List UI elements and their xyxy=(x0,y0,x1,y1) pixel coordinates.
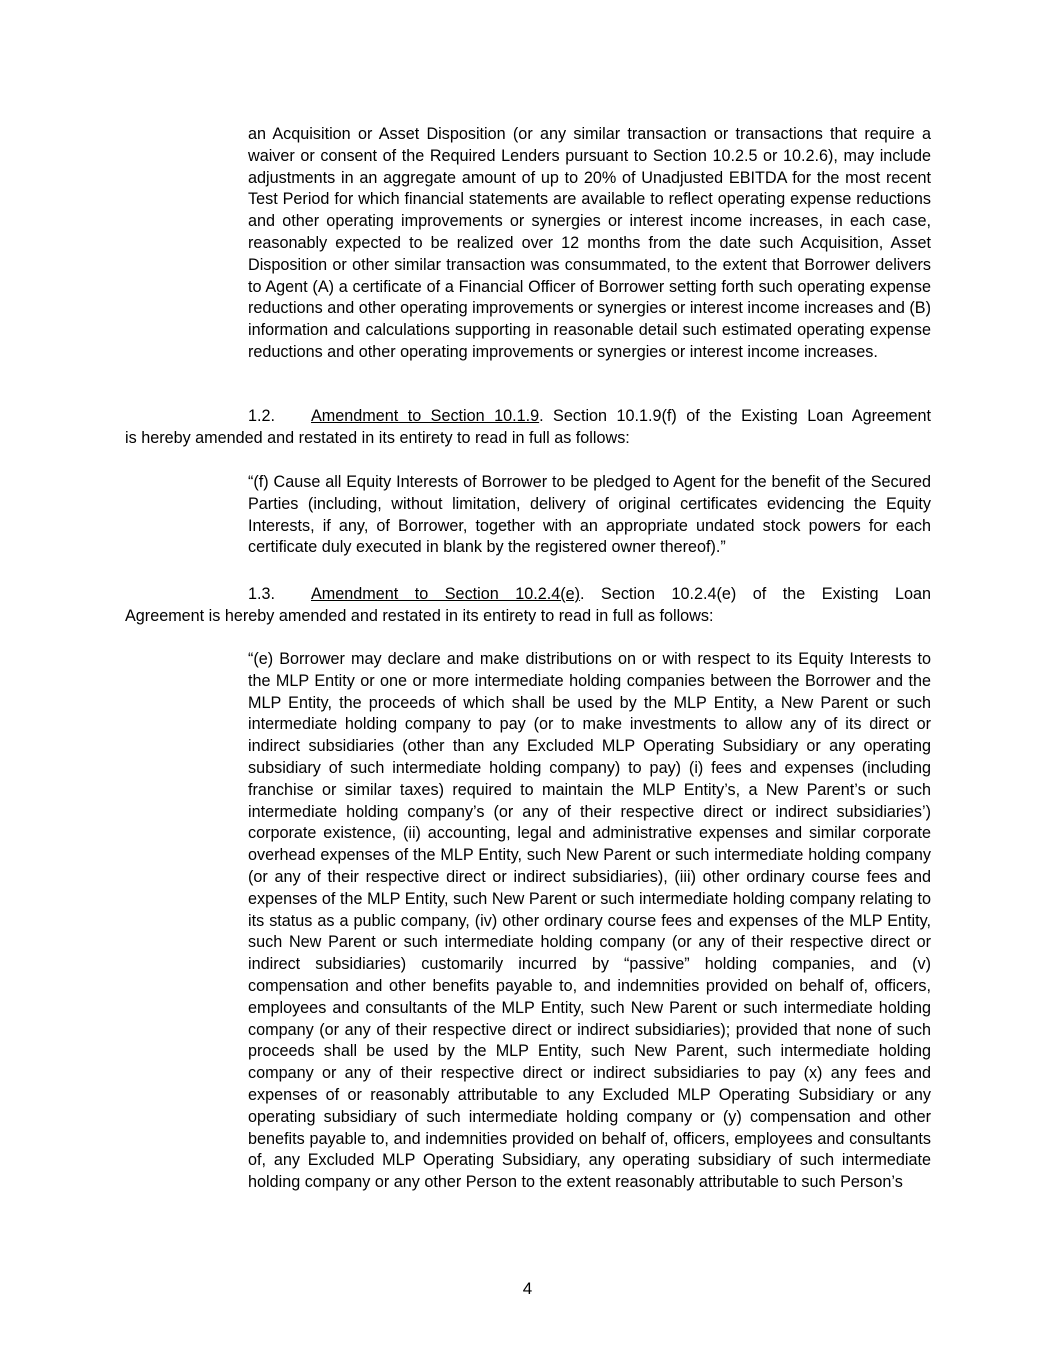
section-title: Amendment to Section 10.2.4(e) xyxy=(311,585,581,603)
section-number: 1.2. xyxy=(248,407,276,425)
quoted-clause-f: “(f) Cause all Equity Interests of Borrower to be pledged to Agent for the benefit of the Secured Parties (including, without limitation, delivery of original certificates evidencing the Equity Interests, if any, of Borrower, together with an appropriate undated stock powers for each certificate duly executed in blank by the registered owner thereof).” xyxy=(248,473,931,557)
section-text: . Section 10.2.4(e) of the Existing Loan xyxy=(580,585,931,603)
section-1-3-second-line: Agreement is hereby amended and restated in its entirety to read in full as follows: xyxy=(125,606,714,625)
section-1-2-second-line: is hereby amended and restated in its entirety to read in full as follows: xyxy=(125,428,630,447)
section-1-3-heading xyxy=(125,584,931,628)
section-1-2-first-line xyxy=(125,406,931,428)
page-number: 4 xyxy=(522,1279,533,1298)
paragraph-acquisition-adjustments: an Acquisition or Asset Disposition (or any similar transaction or transactions that require a waiver or consent of the Required Lenders pursuant to Section 10.2.5 or 10.2.6), may include adjustments in an aggregate amount of up to 20% of Unadjusted EBITDA for the most recent Test Period for which financial statements are available to reflect operating expense reductions and other operating improvements or synergies or interest income increases, in each case, reasonably expected to be realized over 12 months from the date such Acquisition, Asset Disposition or other similar transaction was consummated, to the extent that Borrower delivers to Agent (A) a certificate of a Financial Officer of Borrower setting forth such operating expense reductions and other operating improvements or synergies or interest income increases and (B) information and calculations supporting in reasonable detail such estimated operating expense reductions and other operating improvements or synergies or interest income increases. xyxy=(248,125,931,361)
section-text: . Section 10.1.9(f) of the Existing Loan Agreement xyxy=(539,407,931,425)
section-title: Amendment to Section 10.1.9 xyxy=(311,407,540,425)
section-1-3-first-line xyxy=(125,584,931,606)
section-number: 1.3. xyxy=(248,585,276,603)
quoted-clause-e: “(e) Borrower may declare and make distributions on or with respect to its Equity Interests to the MLP Entity or one or more intermediate holding companies between the Borrower and the MLP Entity, the proceeds of which shall be used by the MLP Entity, a New Parent or such intermediate holding company to pay (or to make investments to allow any of its direct or indirect subsidiaries (other than any Excluded MLP Operating Subsidiary or any operating subsidiary of such intermediate holding company) to pay) (i) fees and expenses (including franchise or similar taxes) required to maintain the MLP Entity’s, a New Parent’s or such intermediate holding company’s (or any of their respective direct or indirect subsidiaries’) corporate existence, (ii) accounting, legal and administrative expenses and similar corporate overhead expenses of the MLP Entity, such New Parent or such intermediate holding company (or any of their respective direct or indirect subsidiaries), (iii) other ordinary course fees and expenses of the MLP Entity, such New Parent or such intermediate holding company relating to its status as a public company, (iv) other ordinary course fees and expenses of the MLP Entity, such New Parent or such intermediate holding company (or any of their respective direct or indirect subsidiaries) customarily incurred by “passive” holding companies, and (v) compensation and other benefits payable to, and indemnities provided on behalf of, officers, employees and consultants of the MLP Entity, such New Parent or such intermediate holding company (or any of their respective direct or indirect subsidiaries); provided that none of such proceeds shall be used by the MLP Entity, such New Parent, such intermediate holding company or any of their respective direct or indirect subsidiaries to pay (x) any fees and expenses of or reasonably attributable to any Excluded MLP Operating Subsidiary or any operating subsidiary of such intermediate holding company or (y) compensation and other benefits payable to, and indemnities provided on behalf of, officers, employees and consultants of, any Excluded MLP Operating Subsidiary, any operating subsidiary of such intermediate holding company or any other Person to the extent reasonably attributable to such Person’s xyxy=(248,650,931,1192)
section-1-2-heading xyxy=(125,406,931,450)
